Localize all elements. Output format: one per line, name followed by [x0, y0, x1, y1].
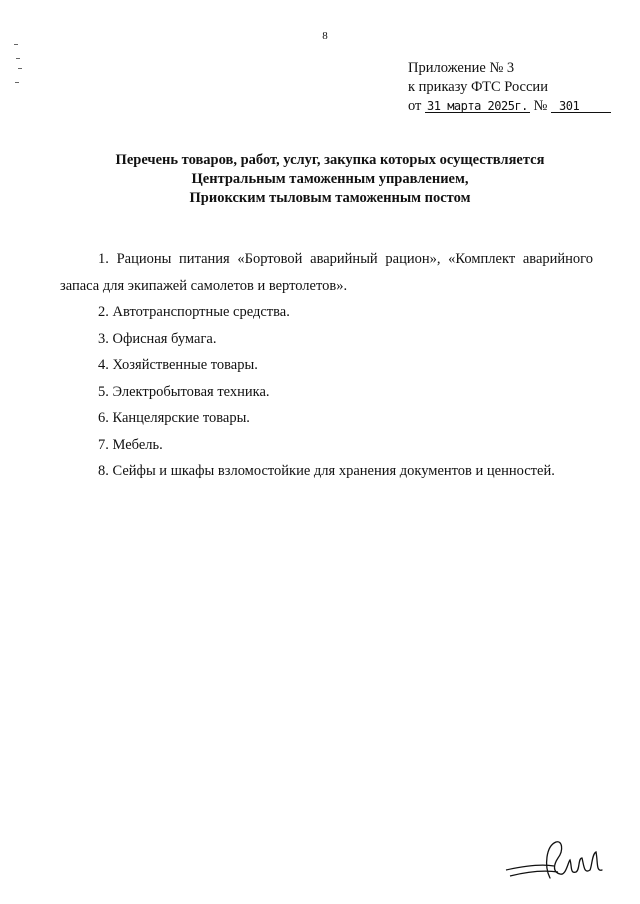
date-prefix: от [408, 98, 422, 114]
order-number: 301 [551, 100, 611, 113]
page-number: 8 [322, 30, 328, 42]
document-title [60, 151, 600, 208]
order-date-line [408, 97, 611, 116]
attachment-header [408, 59, 611, 116]
order-date: 31 марта 2025г. [427, 99, 528, 113]
goods-list [60, 246, 593, 485]
attachment-label: Приложение № 3 [408, 60, 515, 76]
list-item: 7. Мебель. [98, 436, 163, 453]
order-reference: к приказу ФТС России [408, 79, 548, 95]
list-item: 4. Хозяйственные товары. [98, 357, 258, 373]
list-item: 6. Канцелярские товары. [98, 410, 250, 426]
signature [504, 836, 604, 895]
title-line-2: Центральным таможенным управлением, [191, 171, 469, 187]
list-item: 2. Автотранспортные средства. [98, 304, 290, 320]
number-prefix: № [533, 98, 548, 114]
list-item: 5. Электробытовая техника. [98, 383, 270, 400]
title-line-1: Перечень товаров, работ, услуг, закупка которых осуществляется [115, 152, 545, 168]
title-line-3: Приокским тыловым таможенным постом [189, 190, 471, 206]
list-item: 8. Сейфы и шкафы взломостойкие для хранения документов и ценностей. [98, 463, 555, 479]
list-item: 1. Рационы питания «Бортовой аварийный рацион», «Комплект аварийного запаса для экипажей самолетов и вертолетов». [60, 251, 593, 294]
list-item: 3. Офисная бумага. [98, 330, 217, 347]
